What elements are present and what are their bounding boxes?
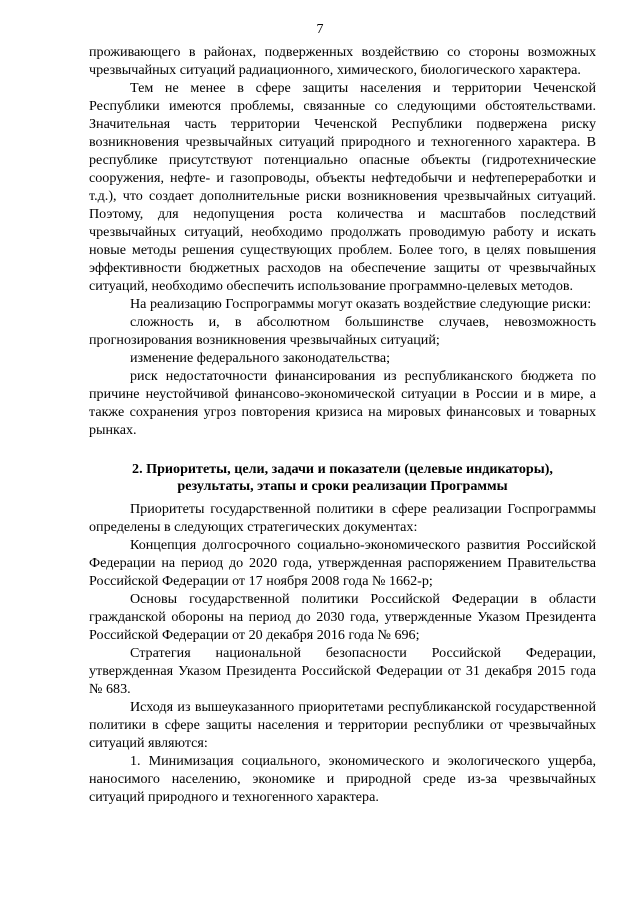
risk-list-item: изменение федерального законодательства; xyxy=(130,350,391,366)
section-heading-line: 2. Приоритеты, цели, задачи и показатели (целевые индикаторы), xyxy=(132,461,553,477)
paragraph: проживающего в районах, подверженных воздействию со стороны возможных чрезвычайных ситуаций радиационного, химического, биологического характера. xyxy=(89,44,596,78)
strategic-document-item: Концепция долгосрочного социально-экономического развития Российской Федерации на период до 2020 года, утвержденная распоряжением Правительства Российской Федерации от 17 ноября 2008 года № 1662-р; xyxy=(89,537,596,589)
paragraph: Приоритеты государственной политики в сфере реализации Госпрограммы определены в следующих стратегических документах: xyxy=(89,501,596,535)
page-number: 7 xyxy=(316,22,324,37)
paragraph: На реализацию Госпрограммы могут оказать воздействие следующие риски: xyxy=(130,296,592,312)
document-body xyxy=(89,43,596,806)
priority-list-item: 1. Минимизация социального, экономического и экологического ущерба, наносимого населению, экономике и природной среде из-за чрезвычайных ситуаций природного и техногенного характера. xyxy=(89,753,596,805)
strategic-document-item: Стратегия национальной безопасности Российской Федерации, утвержденная Указом Президента Российской Федерации от 31 декабря 2015 года № 683. xyxy=(89,645,596,697)
risk-list-item: сложность и, в абсолютном большинстве случаев, невозможность прогнозирования возникновения чрезвычайных ситуаций; xyxy=(89,314,596,348)
paragraph: Тем не менее в сфере защиты населения и территории Чеченской Республики имеются проблемы, связанные со следующими обстоятельствами. Значительная часть территории Чеченской Республики подвержена риску возникновения чрезвычайных ситуаций природного и техногенного характера. В республике присутствуют потенциально опасные объекты (гидротехнические сооружения, нефте- и газопроводы, объекты нефтедобычи и нефтепереработки и т.д.), что создает дополнительные риски возникновения чрезвычайных ситуаций. Поэтому, для недопущения роста количества и масштабов последствий чрезвычайных ситуаций, необходимо продолжать проводимую работу и искать новые методы решения существующих проблем. Более того, в целях повышения эффективности бюджетных расходов на обеспечение защиты от чрезвычайных ситуаций, необходимо обеспечить использование программно-целевых методов. xyxy=(89,80,596,294)
risk-list-item: риск недостаточности финансирования из республиканского бюджета по причине неустойчивой финансово-экономической ситуации в России и в мире, а также сохранения угроз повторения кризиса на мировых финансовых и товарных рынках. xyxy=(89,368,596,438)
strategic-document-item: Основы государственной политики Российской Федерации в области гражданской обороны на период до 2030 года, утвержденные Указом Президента Российской Федерации от 20 декабря 2016 года № 696; xyxy=(89,591,596,643)
section-heading xyxy=(89,461,596,495)
section-heading-line: результаты, этапы и сроки реализации Программы xyxy=(177,478,508,494)
paragraph: Исходя из вышеуказанного приоритетами республиканской государственной политики в сфере защиты населения и территории республики от чрезвычайных ситуаций являются: xyxy=(89,699,596,751)
